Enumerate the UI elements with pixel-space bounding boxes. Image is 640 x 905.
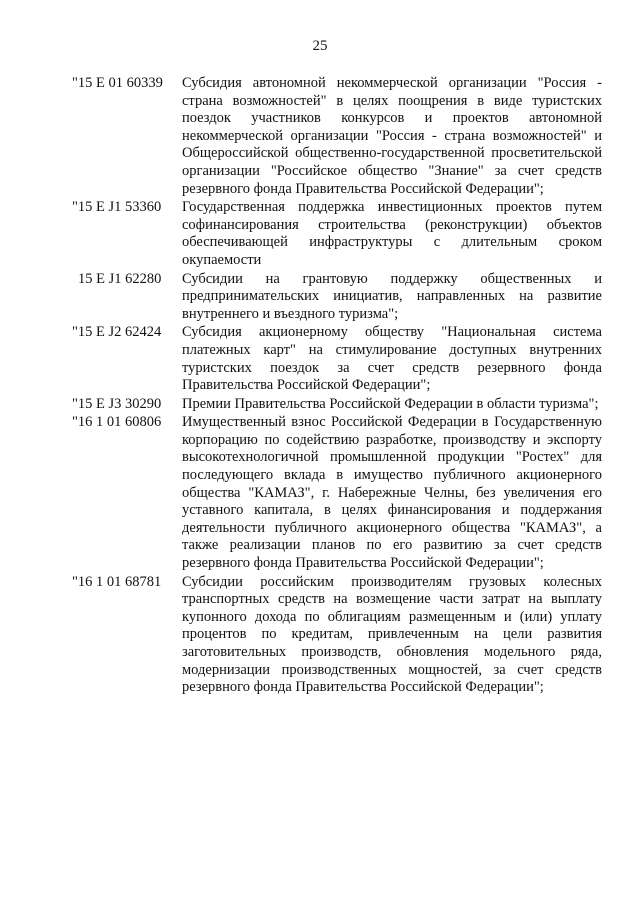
budget-code: "15 E J2 62424 <box>72 324 162 341</box>
budget-code: "16 1 01 60806 <box>72 414 162 431</box>
page-number: 25 <box>312 38 328 54</box>
budget-description: Премии Правительства Российской Федерации в области туризма"; <box>182 395 599 412</box>
list-item <box>72 75 602 198</box>
budget-code-list <box>72 75 602 698</box>
budget-code: "15 E J3 30290 <box>72 395 162 412</box>
budget-description: Государственная поддержка инвестиционных проектов путем софинансирования строительства (реконструкции) объектов обеспечивающей инфраструктуры с длительным сроком окупаемости <box>182 199 602 268</box>
budget-code: "15 E 01 60339 <box>72 75 163 91</box>
budget-description: Субсидия акционерному обществу "Национальная система платежных карт" на стимулирование доступных внутренних туристских поездок за счет средств резервного фонда Правительства Российской Федерации"; <box>182 324 602 394</box>
budget-code: 15 E J1 62280 <box>78 270 162 287</box>
budget-description: Субсидии на грантовую поддержку общественных и предпринимательских инициатив, направленных на развитие внутреннего и въездного туризма"; <box>182 270 602 322</box>
budget-code: "15 E J1 53360 <box>72 199 162 216</box>
budget-description: Субсидия автономной некоммерческой организации "Россия - страна возможностей" в целях поощрения в виде туристских поездок участников конкурсов и проектов автономной некоммерческой организации "Россия - страна возможностей" и Общероссийской общественно-государственной просветительской организации "Российское общество "Знание" за счет средств резервного фонда Правительства Российской Федерации"; <box>182 75 602 197</box>
budget-code: "16 1 01 68781 <box>72 573 162 590</box>
budget-description: Имущественный взнос Российской Федерации в Государственную корпорацию по содействию разработке, производству и экспорту высокотехнологичной промышленной продукции "Ростех" для последующего вклада в имущество публичного акционерного общества "КАМАЗ", г. Набережные Челны, без увеличения его уставного капитала, в целях финансирования и поддержания деятельности публичного акционерного общества "КАМАЗ", а также реализации планов по его развитию за счет средств резервного фонда Правительства Российской Федерации"; <box>182 414 602 572</box>
list-item <box>72 574 602 697</box>
list-item <box>72 414 602 572</box>
list-item <box>72 271 602 324</box>
budget-description: Субсидии российским производителям грузовых колесных транспортных средств на возмещение части затрат на выплату купонного дохода по облигациям размещенным и (или) уплату процентов по кредитам, привлеченным на цели развития заготовительных производств, обновления модельного ряда, модернизации производственных мощностей, за счет средств резервного фонда Правительства Российской Федерации"; <box>182 573 602 696</box>
list-item <box>72 324 602 394</box>
list-item <box>72 199 602 269</box>
list-item <box>72 396 602 414</box>
